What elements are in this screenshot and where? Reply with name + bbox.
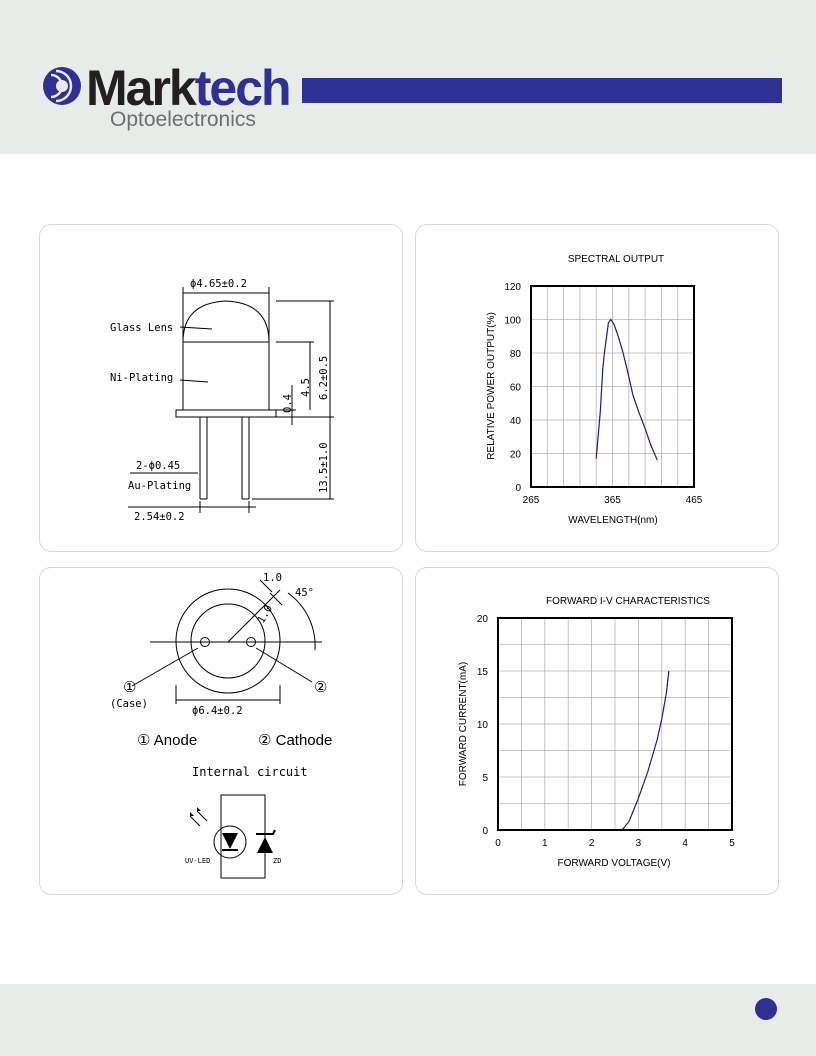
- spectral-x-tick-label: 365: [604, 495, 621, 506]
- circuit-title: Internal circuit: [192, 765, 308, 779]
- spectral-y-tick-label: 60: [509, 382, 521, 394]
- spectral-y-tick-label: 0: [515, 483, 521, 494]
- lens-diameter-label: ϕ4.65±0.2: [190, 278, 247, 290]
- brand-tagline: Optoelectronics: [110, 108, 256, 131]
- iv-y-tick-label: 0: [482, 826, 488, 837]
- page-marker-dot: [755, 998, 777, 1020]
- body-height-label: 4.5: [300, 378, 312, 397]
- iv-x-tick-label: 5: [729, 838, 735, 849]
- iv-y-tick-label: 10: [476, 720, 488, 731]
- led-diode-icon: [222, 833, 238, 849]
- dimension-drawing-panel: [39, 224, 403, 552]
- iv-y-tick-label: 15: [476, 667, 488, 678]
- spectral-y-tick-label: 80: [509, 349, 521, 360]
- cathode-label: ② Cathode: [258, 732, 333, 749]
- iv-chart-title: FORWARD I-V CHARACTERISTICS: [546, 596, 710, 607]
- flange-thickness-label: 0.4: [282, 394, 294, 413]
- brand-name-part1: Mark: [86, 60, 195, 116]
- zd-label: ZD: [273, 857, 282, 865]
- iv-chart-xlabel: FORWARD VOLTAGE(V): [557, 858, 671, 869]
- can-circle-shape: [191, 604, 265, 678]
- brand-name-part2: tech: [194, 60, 290, 116]
- spectral-chart-title: SPECTRAL OUTPUT: [567, 254, 665, 265]
- iv-x-tick-label: 2: [588, 838, 595, 849]
- spectral-y-tick-label: 100: [504, 315, 521, 327]
- anode-label: ① Anode: [137, 732, 198, 749]
- iv-chart-panel: [415, 567, 779, 895]
- tab-length-label: 1.0: [255, 603, 276, 626]
- spectral-output-chart: [416, 225, 778, 551]
- iv-chart-ylabel: FORWARD CURRENT(mA): [458, 661, 469, 787]
- glass-lens-label: Glass Lens: [110, 322, 174, 334]
- spectral-y-tick-label: 120: [504, 282, 521, 293]
- spectral-chart-panel: [415, 224, 779, 552]
- zener-diode-icon: [257, 837, 273, 853]
- page-header: [0, 0, 816, 154]
- spectral-y-tick-label: 20: [509, 449, 521, 461]
- spectral-chart-ylabel: RELATIVE POWER OUTPUT(%): [486, 312, 497, 460]
- marktech-logo-icon: [42, 66, 82, 106]
- iv-x-tick-label: 1: [542, 838, 548, 849]
- iv-y-tick-label: 5: [482, 773, 488, 784]
- lead-length-label: 13.5±1.0: [318, 442, 330, 493]
- bottom-view-panel: [39, 567, 403, 895]
- iv-x-tick-label: 4: [682, 838, 688, 849]
- iv-y-tick-label: 20: [476, 614, 488, 625]
- spectral-chart-xlabel: WAVELENGTH(nm): [568, 515, 658, 526]
- page-footer: [0, 984, 816, 1056]
- tab-angle-label: 45°: [295, 587, 314, 599]
- bottom-view-drawing: [40, 568, 402, 894]
- pin2-marker: ②: [314, 679, 328, 696]
- ni-plating-label: Ni-Plating: [110, 372, 174, 384]
- spectral-series-line: [596, 320, 657, 461]
- au-plating-label: Au-Plating: [128, 480, 192, 492]
- spectral-x-tick-label: 465: [685, 495, 703, 506]
- overall-height-label: 6.2±0.5: [318, 355, 330, 400]
- tab-width-label: 1.0: [263, 572, 282, 584]
- spectral-x-tick-label: 265: [522, 495, 540, 506]
- pin1-marker: ①: [123, 679, 137, 696]
- flange-diameter-label: ϕ6.4±0.2: [192, 705, 243, 717]
- glass-lens-shape: [183, 301, 269, 342]
- uv-led-label: UV-LED: [185, 857, 211, 865]
- spectral-y-tick-label: 40: [509, 416, 521, 427]
- forward-iv-chart: [416, 568, 778, 894]
- pin1-case-label: (Case): [110, 698, 148, 710]
- dimension-drawing: [40, 225, 402, 551]
- light-arrow-icon: [197, 807, 201, 811]
- header-accent-bar: [302, 78, 782, 103]
- light-arrow-icon: [190, 812, 194, 816]
- lead-spacing-label: 2.54±0.2: [134, 511, 185, 523]
- iv-x-tick-label: 0: [495, 838, 501, 849]
- iv-x-tick-label: 3: [635, 838, 642, 849]
- can-body-shape: [183, 342, 269, 410]
- flange-shape: [176, 410, 276, 417]
- lead-diameter-label: 2-ϕ0.45: [136, 460, 181, 472]
